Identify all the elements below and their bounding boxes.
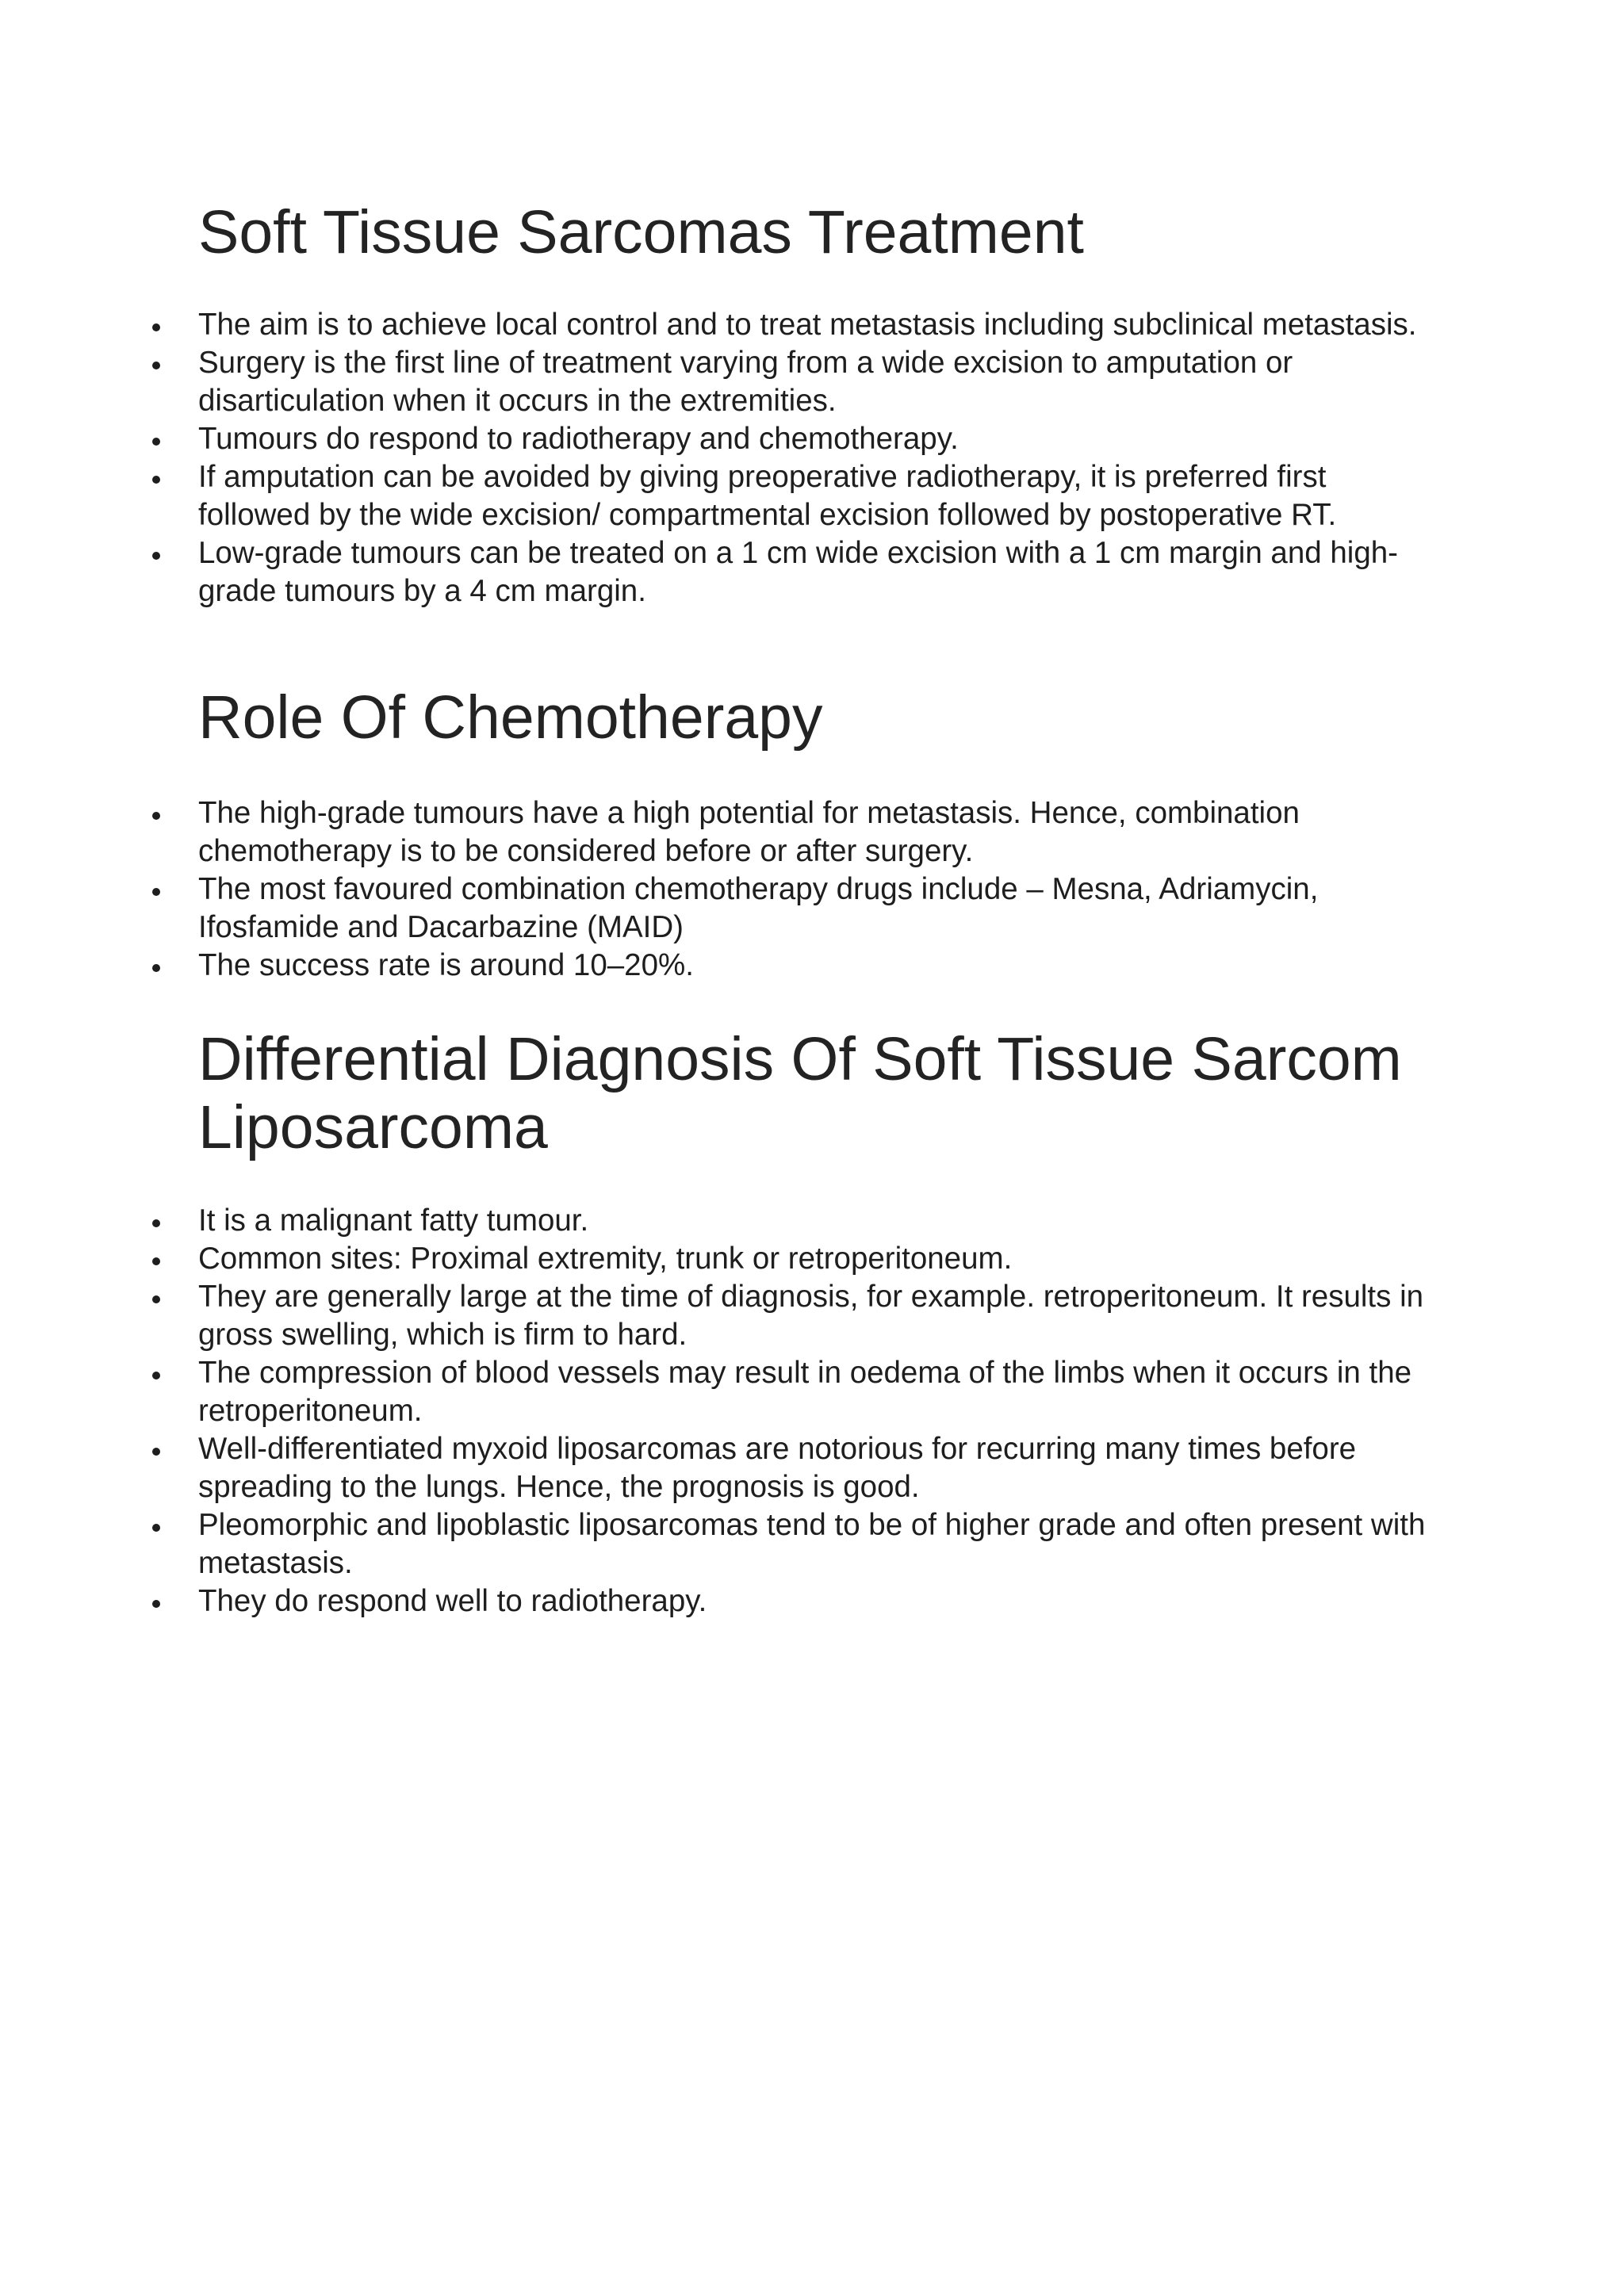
list-item: If amputation can be avoided by giving preoperative radiotherapy, it is preferred first followed by the wide excision/ compartmental excision followed by postoperative RT.	[198, 458, 1435, 534]
list-item: The aim is to achieve local control and to treat metastasis including subclinical metastasis.	[198, 306, 1435, 344]
liposarcoma-bullet-list	[198, 1202, 1435, 1621]
list-item: They are generally large at the time of diagnosis, for example. retroperitoneum. It results in gross swelling, which is firm to hard.	[198, 1278, 1435, 1354]
list-item: Tumours do respond to radiotherapy and chemotherapy.	[198, 420, 1435, 458]
treatment-bullet-list	[198, 306, 1435, 610]
list-item: The success rate is around 10–20%.	[198, 947, 1435, 985]
list-item: The compression of blood vessels may result in oedema of the limbs when it occurs in the retroperitoneum.	[198, 1354, 1435, 1430]
section-title-chemotherapy: Role Of Chemotherapy	[198, 683, 823, 752]
chemotherapy-bullet-list	[198, 794, 1435, 985]
list-item: The high-grade tumours have a high potential for metastasis. Hence, combination chemotherapy is to be considered before or after surgery.	[198, 794, 1435, 871]
list-item: Common sites: Proximal extremity, trunk or retroperitoneum.	[198, 1240, 1435, 1278]
list-item: Well-differentiated myxoid liposarcomas are notorious for recurring many times before spreading to the lungs. Hence, the prognosis is good.	[198, 1430, 1435, 1506]
list-item: The most favoured combination chemotherapy drugs include – Mesna, Adriamycin, Ifosfamide and Dacarbazine (MAID)	[198, 871, 1435, 947]
list-item: Surgery is the first line of treatment varying from a wide excision to amputation or disarticulation when it occurs in the extremities.	[198, 344, 1435, 420]
list-item: They do respond well to radiotherapy.	[198, 1582, 1435, 1621]
list-item: It is a malignant fatty tumour.	[198, 1202, 1435, 1240]
section-title-differential-diagnosis: Differential Diagnosis Of Soft Tissue Sarcom Liposarcoma	[198, 1025, 1402, 1161]
section-title-treatment: Soft Tissue Sarcomas Treatment	[198, 198, 1084, 266]
list-item: Low-grade tumours can be treated on a 1 cm wide excision with a 1 cm margin and high-grade tumours by a 4 cm margin.	[198, 534, 1435, 610]
list-item: Pleomorphic and lipoblastic liposarcomas tend to be of higher grade and often present with metastasis.	[198, 1506, 1435, 1582]
